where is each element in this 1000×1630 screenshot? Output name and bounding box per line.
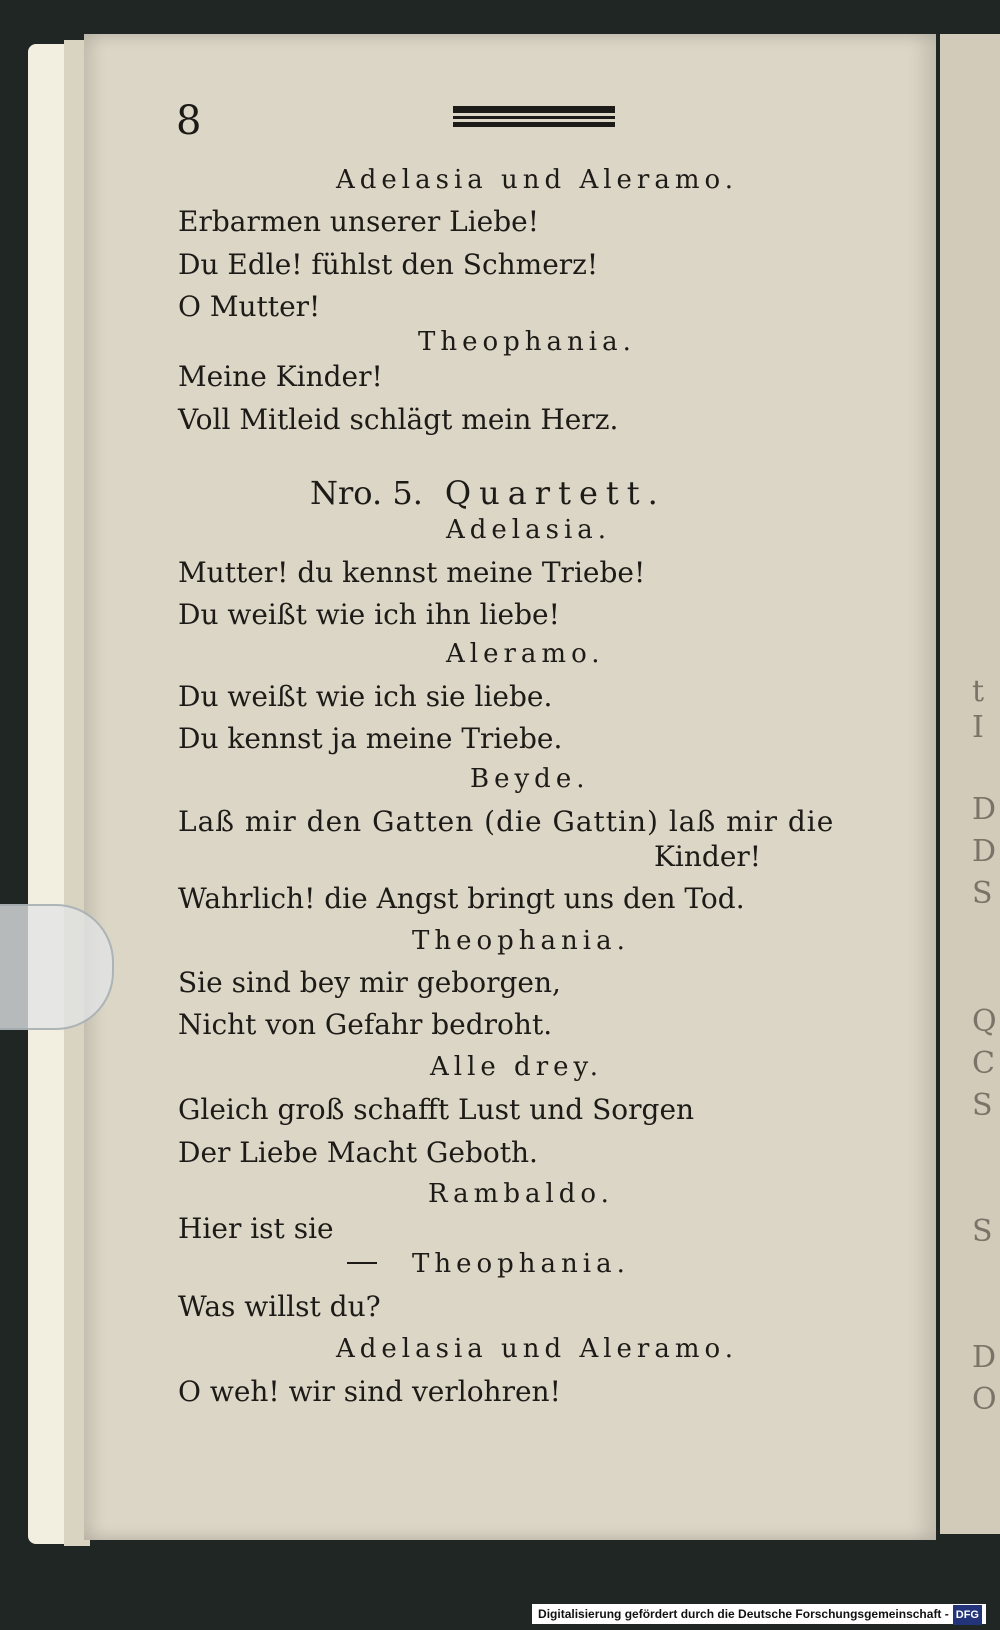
neighbor-page	[940, 34, 1000, 1534]
verse-line: Gleich groß schafft Lust und Sorgen	[178, 1093, 695, 1126]
neighbor-page-letter: D	[972, 1340, 997, 1375]
speaker-label: Aleramo.	[446, 639, 605, 669]
verse-line: Wahrlich! die Angst bringt uns den Tod.	[178, 882, 745, 915]
verse-line: Meine Kinder!	[178, 360, 383, 393]
verse-line: Du kennst ja meine Triebe.	[178, 722, 563, 755]
page-number: 8	[176, 98, 202, 144]
verse-line: Laß mir den Gatten (die Gattin) laß mir die	[178, 805, 835, 838]
header-ornament-rule	[453, 106, 615, 126]
verse-line: Der Liebe Macht Geboth.	[178, 1136, 538, 1169]
speaker-label: Theophania.	[418, 327, 636, 357]
verse-line: Du Edle! fühlst den Schmerz!	[178, 248, 599, 281]
page-holder-clip	[0, 904, 114, 1030]
dfg-logo: DFG	[953, 1605, 982, 1625]
verse-line: Hier ist sie	[178, 1212, 334, 1245]
neighbor-page-letter: C	[972, 1046, 995, 1081]
section-title: Quartett.	[444, 474, 666, 512]
neighbor-page-letter: t	[972, 674, 985, 709]
speaker-label: Beyde.	[470, 764, 590, 794]
section-heading	[310, 474, 666, 512]
em-dash-rule	[347, 1262, 377, 1264]
speaker-label: Rambaldo.	[428, 1179, 614, 1209]
neighbor-page-letter: D	[972, 834, 997, 869]
speaker-label: Theophania.	[412, 926, 630, 956]
verse-line: Erbarmen unserer Liebe!	[178, 205, 539, 238]
verse-line: Voll Mitleid schlägt mein Herz.	[178, 403, 619, 436]
speaker-label: Theophania.	[412, 1249, 630, 1279]
verse-line: Du weißt wie ich ihn liebe!	[178, 598, 560, 631]
footer-text: Digitalisierung gefördert durch die Deutsche Forschungsgemeinschaft -	[538, 1607, 949, 1621]
neighbor-page-letter: S	[972, 1214, 993, 1249]
verse-line: Mutter! du kennst meine Triebe!	[178, 556, 646, 589]
verse-line: Sie sind bey mir geborgen,	[178, 966, 561, 999]
neighbor-page-letter: D	[972, 792, 997, 827]
verse-line-continuation: Kinder!	[654, 840, 762, 873]
neighbor-page-letter: I	[972, 710, 984, 745]
neighbor-page-letter: Q	[972, 1004, 997, 1039]
verse-line: O Mutter!	[178, 290, 321, 323]
digitization-footer	[532, 1604, 986, 1624]
verse-line: Du weißt wie ich sie liebe.	[178, 680, 553, 713]
speaker-label: Adelasia.	[446, 515, 612, 545]
speaker-label: Adelasia und Aleramo.	[336, 165, 738, 195]
verse-line: Was willst du?	[178, 1290, 381, 1323]
neighbor-page-letter: S	[972, 876, 993, 911]
neighbor-page-letter: O	[972, 1382, 997, 1417]
verse-line: O weh! wir sind verlohren!	[178, 1375, 561, 1408]
neighbor-page-letter: S	[972, 1088, 993, 1123]
section-number: Nro. 5.	[310, 474, 423, 512]
speaker-label: Alle drey.	[430, 1052, 604, 1082]
speaker-label: Adelasia und Aleramo.	[336, 1334, 738, 1364]
verse-line: Nicht von Gefahr bedroht.	[178, 1008, 553, 1041]
